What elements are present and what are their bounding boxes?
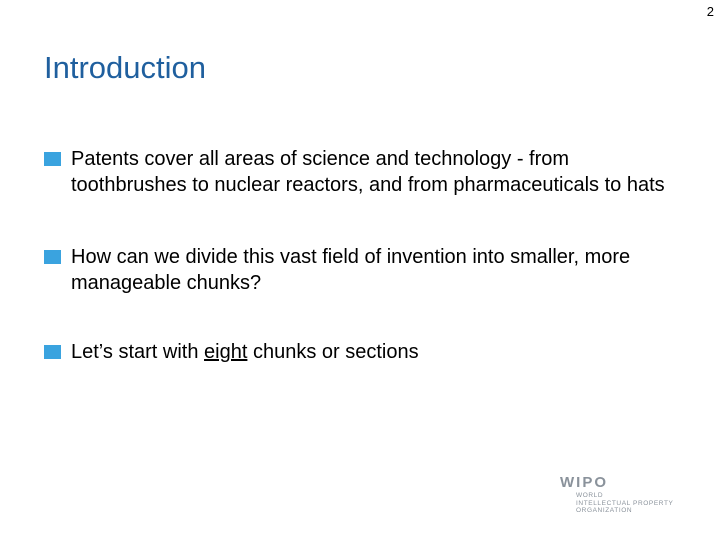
bullet-square-icon bbox=[44, 152, 61, 166]
bullet-square-icon bbox=[44, 250, 61, 264]
logo-main-text: WIPO bbox=[560, 474, 608, 491]
wipo-logo bbox=[560, 474, 700, 518]
logo-subtitle bbox=[576, 492, 673, 515]
logo-line-2: INTELLECTUAL PROPERTY bbox=[576, 499, 674, 507]
logo-line-3: ORGANIZATION bbox=[576, 507, 633, 514]
bullet-text-emphasis: eight bbox=[204, 341, 248, 363]
bullet-text: How can we divide this vast field of invention into smaller, more manageable chunks? bbox=[71, 246, 631, 294]
bullet-text: Patents cover all areas of science and technology - from toothbrushes to nuclear reactors, and from pharmaceuticals to hats bbox=[71, 148, 665, 196]
slide-title: Introduction bbox=[44, 50, 206, 85]
bullet-item bbox=[44, 244, 684, 296]
logo-line-1: WORLD bbox=[576, 492, 604, 499]
bullet-square-icon bbox=[44, 345, 61, 359]
bullet-text-prefix: Let’s start with bbox=[71, 341, 205, 363]
bullet-text-suffix: chunks or sections bbox=[247, 341, 419, 363]
bullet-list bbox=[44, 146, 684, 365]
bullet-item bbox=[44, 339, 684, 365]
page-number: 2 bbox=[706, 4, 714, 19]
bullet-item bbox=[44, 146, 684, 198]
